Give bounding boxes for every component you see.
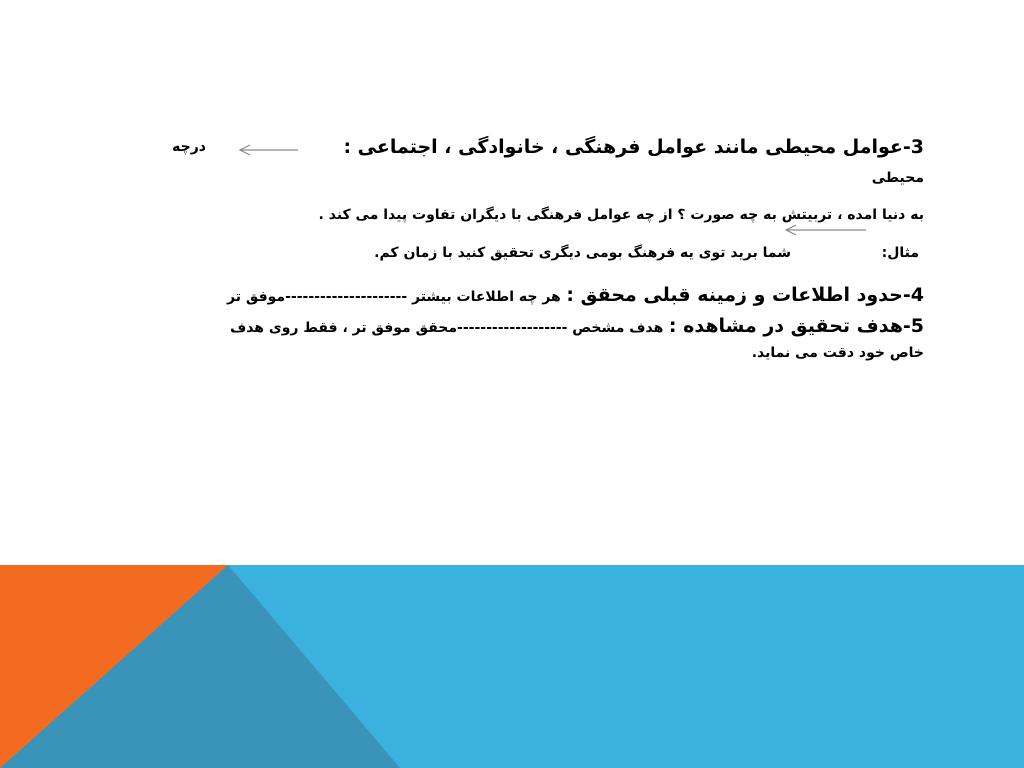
item3-continuation: محیطی [871,170,924,186]
example-text: شما برید توی یه فرهنگ بومی دیگری تحقیق کنید با زمان کم. [374,245,791,261]
item4 [227,284,924,306]
item5-continuation: خاص خود دقت می نماید. [751,345,924,361]
item4-text: هر چه اطلاعات بیشتر ---------------------موفق تر [227,289,561,305]
decorative-footer [0,565,1024,768]
item3-side-label: درچه [172,139,206,155]
description-sentence: به دنیا امده ، تربیتش به چه صورت ؟ از چه عوامل فرهنگی با دیگران تفاوت پیدا می کند . [318,207,924,223]
item5-heading: 5-هدف تحقیق در مشاهده : [668,315,924,337]
item3-heading: 3-عوامل محیطی مانند عوامل فرهنگی ، خانوادگی ، اجتماعی : [343,136,924,158]
left-arrow-icon [784,223,868,237]
item5 [230,315,924,337]
example-label: مثال: [881,245,919,261]
item5-text: هدف مشخص -------------------محقق موفق تر ، فقط روی هدف [229,320,664,336]
item4-heading: 4-حدود اطلاعات و زمینه قبلی محقق : [566,284,924,306]
left-arrow-icon [238,143,300,157]
